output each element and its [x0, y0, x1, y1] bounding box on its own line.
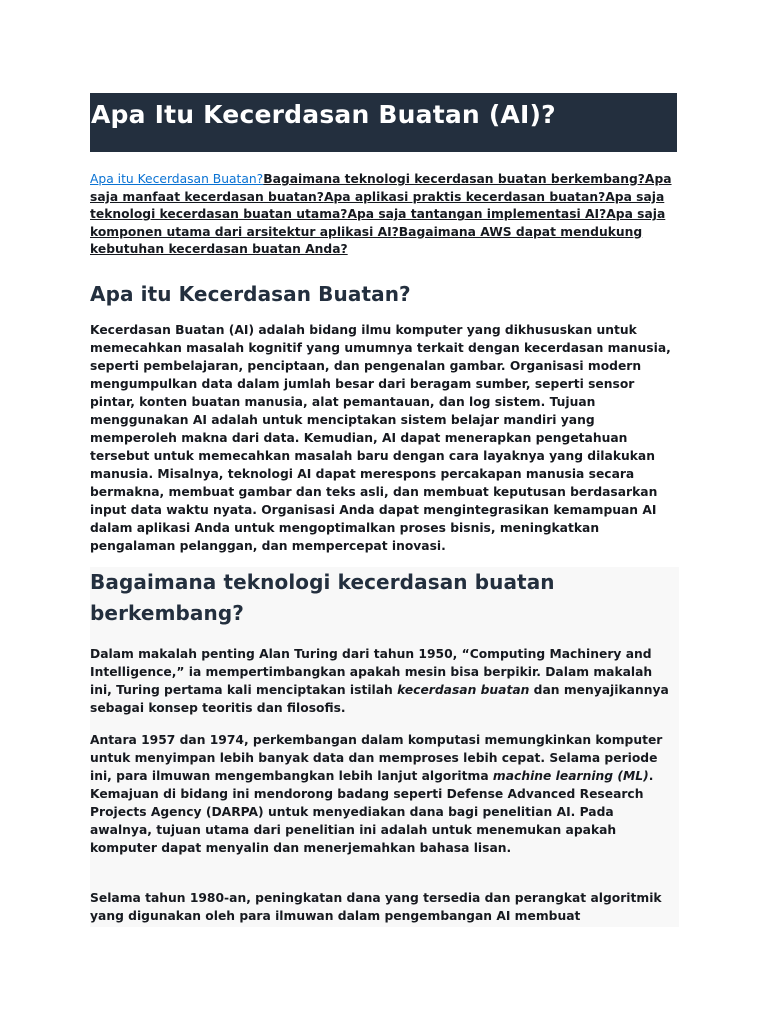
term-kecerdasan-buatan: kecerdasan buatan: [397, 683, 530, 697]
toc-link-tantangan[interactable]: Apa saja tantangan implementasi AI?: [347, 207, 607, 222]
page-title: Apa Itu Kecerdasan Buatan (AI)?: [91, 100, 556, 129]
toc-link-komponen-arsitektur[interactable]: Apa saja komponen utama dari arsitektur aplikasi AI?: [90, 207, 666, 239]
term-machine-learning: machine learning (ML): [492, 769, 649, 783]
toc-link-bagaimana-berkembang[interactable]: Bagaimana teknologi kecerdasan buatan berkembang?: [263, 172, 645, 186]
paragraph-text: . Kemajuan di bidang ini mendorong badang seperti Defense Advanced Research Projects Agency (DARPA) untuk menyediakan dana bagi penelitian AI. Pada awalnya, tujuan utama dari penelitian ini adalah untuk menemukan apakah komputer dapat menyalin dan menerjemahkan bahasa lisan.: [90, 769, 654, 855]
paragraph-1980s: Selama tahun 1980-an, peningkatan dana yang tersedia dan perangkat algoritmik yang digunakan oleh para ilmuwan dalam pengembangan AI membuat: [90, 891, 662, 923]
toc-link-teknologi-utama[interactable]: Apa saja teknologi kecerdasan buatan utama?: [90, 189, 665, 222]
paragraph-text: dan menyajikannya sebagai konsep teoritis dan filosofis.: [90, 683, 669, 715]
paragraph-text: Dalam makalah penting Alan Turing dari tahun 1950, “Computing Machinery and Intelligence,” ia mempertimbangkan apakah mesin bisa berpikir. Dalam makalah ini, Turing pertama kali menciptakan istilah: [90, 647, 653, 697]
paragraph-1957-1974: [90, 731, 678, 857]
section-heading-apa-itu: Apa itu Kecerdasan Buatan?: [90, 282, 411, 306]
toc-link-apa-itu[interactable]: Apa itu Kecerdasan Buatan?: [90, 172, 264, 186]
paragraph-text: Antara 1957 dan 1974, perkembangan dalam komputasi memungkinkan komputer untuk menyimpan lebih banyak data dan memproses lebih cepat. Selama periode ini, para ilmuwan mengembangkan lebih lanjut algoritma: [90, 733, 663, 783]
toc-link-aplikasi-praktis[interactable]: Apa aplikasi praktis kecerdasan buatan?: [323, 189, 606, 204]
toc-link-manfaat[interactable]: Apa saja manfaat kecerdasan buatan?: [90, 172, 672, 204]
section-heading-bagaimana: Bagaimana teknologi kecerdasan buatan berkembang?: [90, 570, 555, 625]
toc-link-aws[interactable]: Bagaimana AWS dapat mendukung kebutuhan kecerdasan buatan Anda?: [90, 224, 643, 257]
section-paragraph-apa-itu: Kecerdasan Buatan (AI) adalah bidang ilmu komputer yang dikhususkan untuk memecahkan masalah kognitif yang umumnya terkait dengan kecerdasan manusia, seperti pembelajaran, penciptaan, dan pengenalan gambar. Organisasi modern mengumpulkan data dalam jumlah besar dari beragam sumber, seperti sensor pintar, konten buatan manusia, alat pemantauan, dan log sistem. Tujuan menggunakan AI adalah untuk menciptakan sistem belajar mandiri yang memperoleh makna dari data. Kemudian, AI dapat menerapkan pengetahuan tersebut untuk memecahkan masalah baru dengan cara layaknya yang dilakukan manusia. Misalnya, teknologi AI dapat merespons percakapan manusia secara bermakna, membuat gambar dan teks asli, dan membuat keputusan berdasarkan input data waktu nyata. Organisasi Anda dapat mengintegrasikan kemampuan AI dalam aplikasi Anda untuk mengoptimalkan proses bisnis, meningkatkan pengalaman pelanggan, dan mempercepat inovasi.: [90, 323, 671, 553]
table-of-contents: [90, 171, 680, 259]
title-banner: [90, 93, 677, 152]
paragraph-turing: [90, 645, 678, 717]
